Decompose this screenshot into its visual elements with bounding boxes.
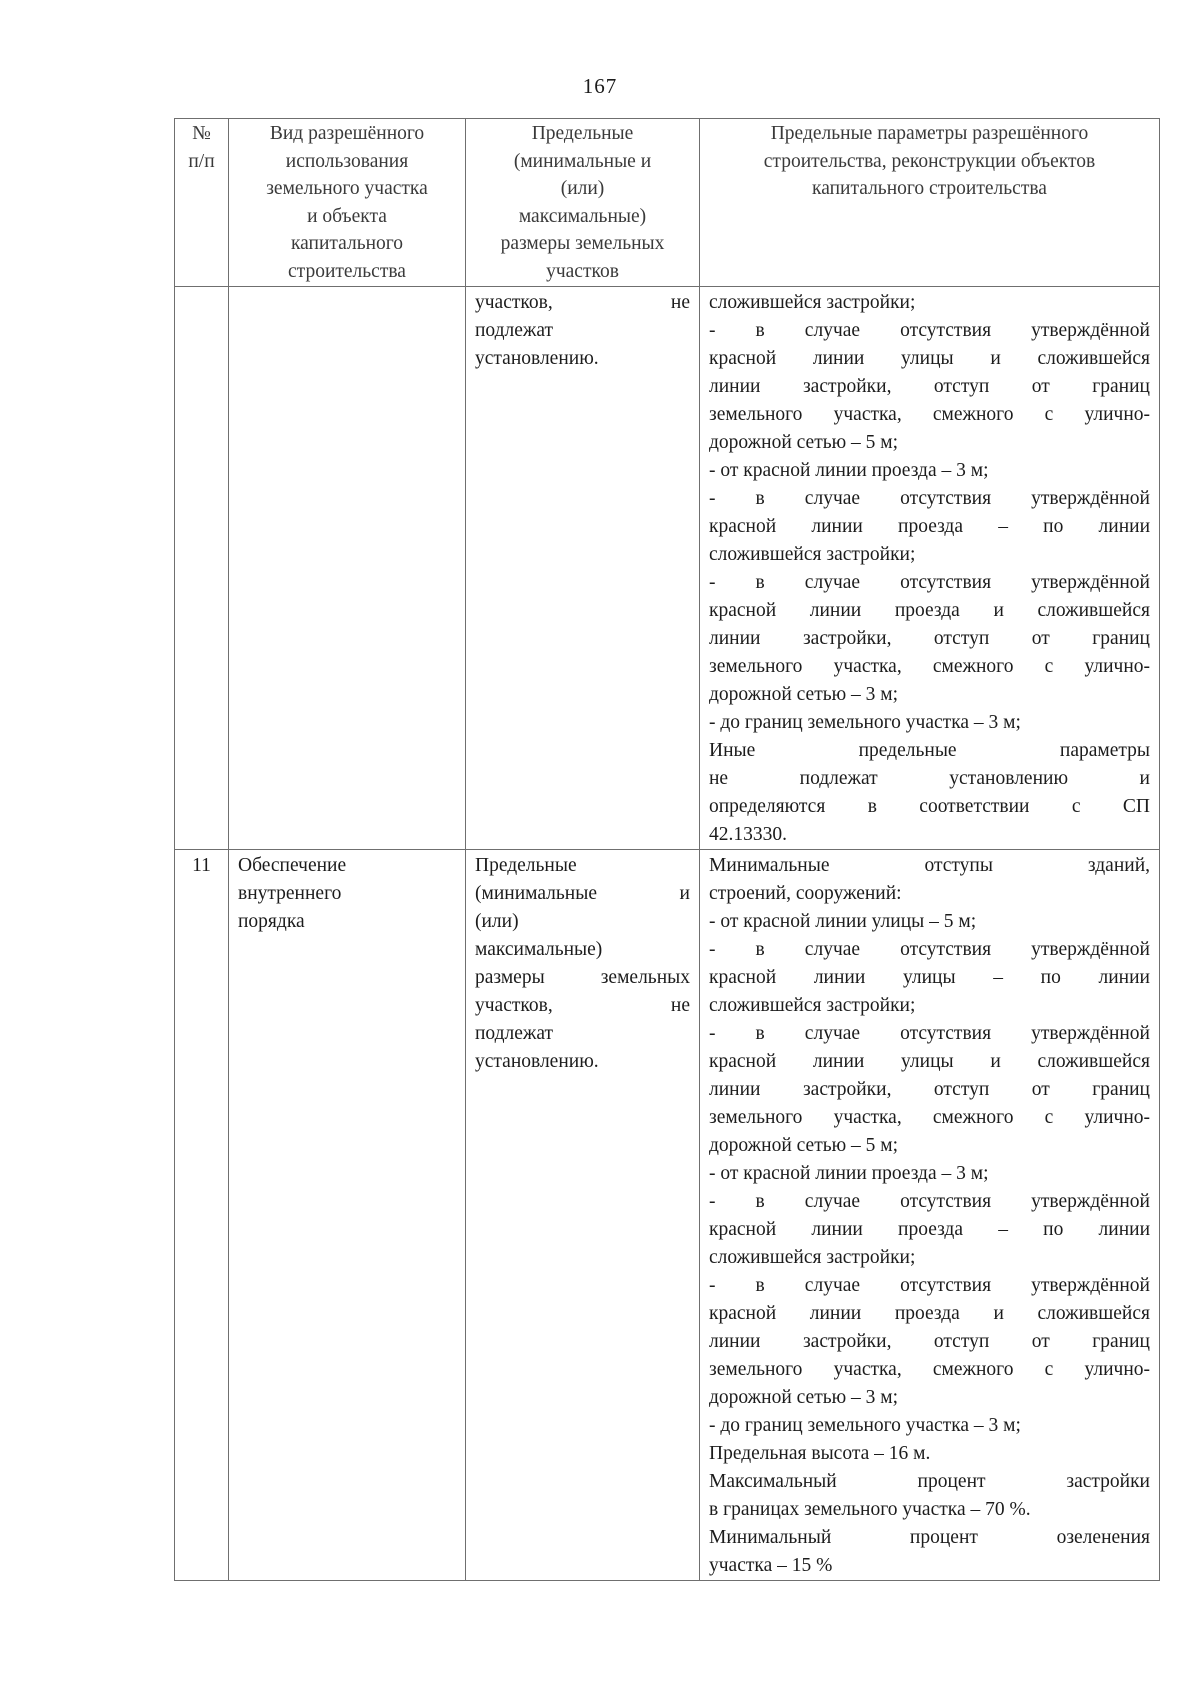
text-line: максимальные)	[475, 938, 603, 960]
text-line: красной линии проезда – по линии	[709, 1218, 1150, 1240]
plot-sizes-cell	[466, 286, 700, 849]
header-number	[175, 119, 229, 287]
text-line: земельного участка, смежного с улично-	[709, 1358, 1150, 1380]
text-line: Минимальные отступы зданий,	[709, 854, 1150, 876]
text-line: сложившейся застройки;	[709, 1246, 916, 1268]
text-line: строительства	[288, 260, 406, 282]
text-line: красной линии улицы и сложившейся	[709, 1050, 1150, 1072]
text-line: красной линии проезда – по линии	[709, 515, 1150, 537]
text-line: определяются в соответствии с СП	[709, 795, 1150, 817]
text-line: Минимальный процент озеленения	[709, 1526, 1150, 1548]
text-line: дорожной сетью – 5 м;	[709, 1134, 899, 1156]
text-line: внутреннего	[238, 882, 342, 904]
text-line: №	[192, 123, 211, 144]
text-line: (минимальные и	[475, 882, 690, 904]
page-number: 167	[582, 74, 618, 98]
header-use-kind	[229, 119, 466, 287]
build-params-cell	[700, 849, 1160, 1580]
text-line: капитального	[290, 233, 404, 255]
text-line: п/п	[188, 150, 215, 172]
text-line: земельного участка	[266, 178, 428, 200]
text-line: размеры земельных	[475, 966, 690, 988]
text-line: - до границ земельного участка – 3 м;	[709, 711, 1021, 733]
text-line: и объекта	[307, 205, 387, 227]
text-line: подлежат	[475, 319, 554, 341]
text-line: - в случае отсутствия утверждённой	[709, 487, 1150, 509]
text-line: участка – 15 %	[709, 1554, 833, 1576]
text-line: участков, не	[475, 291, 690, 313]
text-line: Предельные	[475, 854, 577, 876]
text-line: земельного участка, смежного с улично-	[709, 1106, 1150, 1128]
text-line: Предельные параметры разрешённого	[770, 123, 1089, 144]
regulations-table	[174, 118, 1160, 1581]
text-line: - в случае отсутствия утверждённой	[709, 938, 1150, 960]
text-line: красной линии улицы и сложившейся	[709, 347, 1150, 369]
text-line: земельного участка, смежного с улично-	[709, 655, 1150, 677]
text-line: в границах земельного участка – 70 %.	[709, 1498, 1031, 1520]
text-line: установлению.	[475, 347, 599, 369]
table-row	[175, 286, 1160, 849]
text-line: земельного участка, смежного с улично-	[709, 403, 1150, 425]
text-line: установлению.	[475, 1050, 599, 1072]
table-row	[175, 849, 1160, 1580]
header-plot-sizes	[466, 119, 700, 287]
text-line: строений, сооружений:	[709, 882, 902, 904]
text-line: строительства, реконструкции объектов	[763, 150, 1096, 172]
text-line: сложившейся застройки;	[709, 994, 916, 1016]
text-line: дорожной сетью – 5 м;	[709, 431, 899, 453]
text-line: линии застройки, отступ от границ	[709, 375, 1150, 397]
text-line: - от красной линии улицы – 5 м;	[709, 910, 977, 932]
text-line: - в случае отсутствия утверждённой	[709, 1274, 1150, 1296]
text-line: - в случае отсутствия утверждённой	[709, 571, 1150, 593]
text-line: Максимальный процент застройки	[709, 1470, 1150, 1492]
row-number	[175, 286, 229, 849]
text-line: сложившейся застройки;	[709, 291, 916, 313]
text-line: участков	[546, 260, 619, 282]
text-line: Иные предельные параметры	[709, 739, 1150, 761]
text-line: размеры земельных	[500, 233, 665, 255]
text-line: Вид разрешённого	[269, 123, 425, 144]
text-line: линии застройки, отступ от границ	[709, 1330, 1150, 1352]
text-line: капитального строительства	[812, 178, 1047, 200]
text-line: участков, не	[475, 994, 690, 1016]
header-build-params	[700, 119, 1160, 287]
text-line: сложившейся застройки;	[709, 543, 916, 565]
text-line: 42.13330.	[709, 823, 787, 845]
use-kind-cell	[229, 849, 466, 1580]
text-line: - от красной линии проезда – 3 м;	[709, 1162, 989, 1184]
text-line: дорожной сетью – 3 м;	[709, 1386, 899, 1408]
text-line: линии застройки, отступ от границ	[709, 1078, 1150, 1100]
text-line: - до границ земельного участка – 3 м;	[709, 1414, 1021, 1436]
text-line: (или)	[560, 178, 605, 200]
text-line: - в случае отсутствия утверждённой	[709, 1190, 1150, 1212]
text-line: линии застройки, отступ от границ	[709, 627, 1150, 649]
text-line: красной линии проезда и сложившейся	[709, 599, 1150, 621]
text-line: - в случае отсутствия утверждённой	[709, 1022, 1150, 1044]
row-number: 11	[175, 849, 229, 1580]
text-line: использования	[285, 150, 409, 172]
use-kind-cell	[229, 286, 466, 849]
text-line: порядка	[238, 910, 305, 932]
text-line: - от красной линии проезда – 3 м;	[709, 459, 989, 481]
text-line: (минимальные и	[513, 150, 652, 172]
build-params-cell	[700, 286, 1160, 849]
text-line: красной линии улицы – по линии	[709, 966, 1150, 988]
text-line: подлежат	[475, 1022, 554, 1044]
text-line: максимальные)	[518, 205, 647, 227]
text-line: Обеспечение	[238, 854, 347, 876]
text-line: - в случае отсутствия утверждённой	[709, 319, 1150, 341]
text-line: красной линии проезда и сложившейся	[709, 1302, 1150, 1324]
text-line: Предельная высота – 16 м.	[709, 1442, 931, 1464]
plot-sizes-cell	[466, 849, 700, 1580]
text-line: (или)	[475, 910, 519, 932]
table-header-row	[175, 119, 1160, 287]
text-line: Предельные	[531, 123, 634, 144]
text-line: дорожной сетью – 3 м;	[709, 683, 899, 705]
text-line: не подлежат установлению и	[709, 767, 1150, 789]
